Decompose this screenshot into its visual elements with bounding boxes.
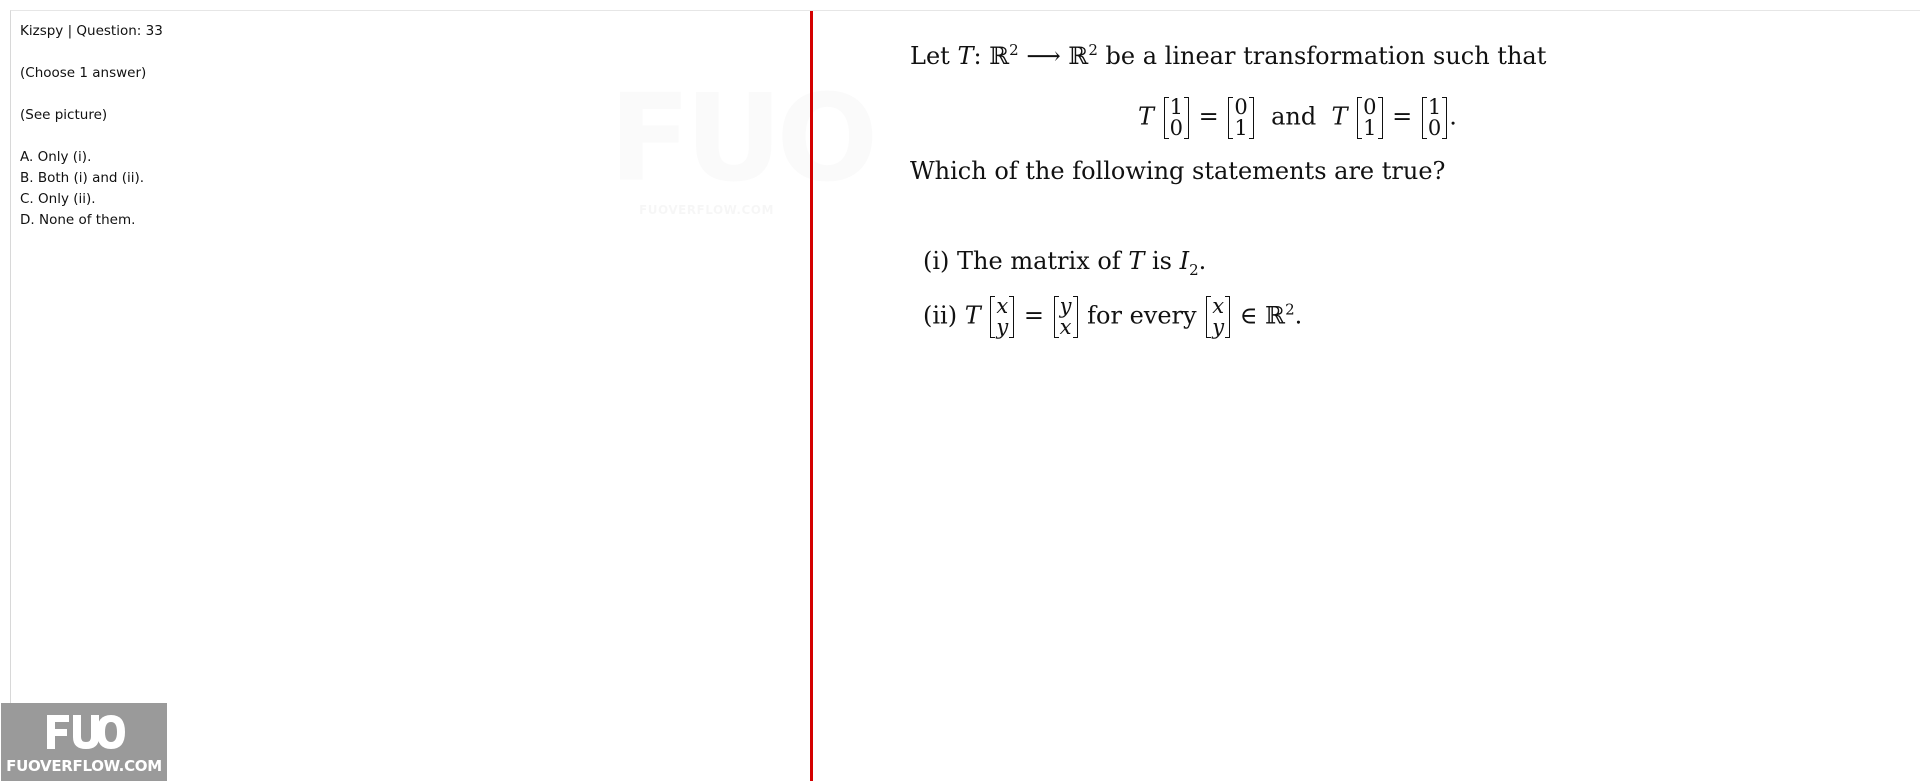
page-frame bbox=[6, 10, 1920, 780]
answer-option-b: B. Both (i) and (ii). bbox=[20, 170, 145, 186]
vector-xy-domain: x y bbox=[1206, 296, 1230, 338]
vector-yx: y x bbox=[1054, 296, 1078, 338]
answer-option-d: D. None of them. bbox=[20, 212, 136, 228]
question-instruction: (Choose 1 answer) bbox=[20, 65, 147, 81]
problem-definition-line: T 1 0 = 0 1 and T 0 1 = 1 0 . bbox=[1138, 95, 1457, 140]
vector-xy: x y bbox=[990, 296, 1014, 338]
see-picture-note: (See picture) bbox=[20, 107, 108, 123]
question-panel bbox=[6, 11, 810, 781]
problem-image bbox=[813, 11, 1920, 781]
site-logo bbox=[1, 703, 167, 781]
vector-e1: 1 0 bbox=[1164, 97, 1189, 139]
fuo-logo-icon bbox=[39, 711, 129, 751]
logo-text: FUOVERFLOW.COM bbox=[6, 757, 162, 775]
answer-option-a: A. Only (i). bbox=[20, 149, 92, 165]
vector-e2: 0 1 bbox=[1357, 97, 1382, 139]
question-header: Kizspy | Question: 33 bbox=[20, 23, 163, 39]
statement-ii: (ii) T x y = y x for every x y ∈ ℝ$^2$. bbox=[923, 294, 1303, 339]
problem-question-line: Which of the following statements are true? bbox=[910, 157, 1446, 185]
watermark bbox=[609, 85, 839, 235]
vector-image-e2: 1 0 bbox=[1422, 97, 1447, 139]
watermark-logo-icon bbox=[609, 85, 839, 195]
statement-i: (i) The matrix of T is $I_2$. bbox=[923, 247, 1207, 279]
vector-image-e1: 0 1 bbox=[1228, 97, 1253, 139]
answer-option-c: C. Only (ii). bbox=[20, 191, 96, 207]
problem-intro-line: Let T: ℝ$^2$ ⟶ ℝ$^2$ be a linear transformation such that bbox=[910, 41, 1547, 70]
